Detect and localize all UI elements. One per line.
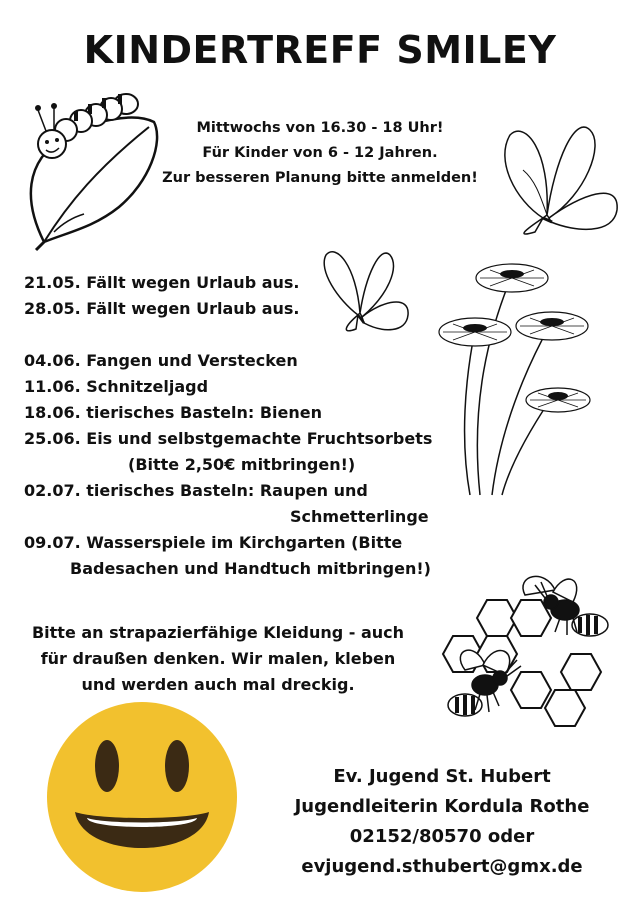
schedule-item: 25.06. Eis und selbstgemachte Fruchtsorbets [24,429,433,448]
schedule-item: 04.06. Fangen und Verstecken [24,351,298,370]
schedule-item-continuation: Badesachen und Handtuch mitbringen!) [70,559,431,578]
intro-line: Zur besseren Planung bitte anmelden! [162,170,478,186]
contact-block [262,762,622,882]
intro-text [150,116,490,191]
organization-name: Ev. Jugend St. Hubert [333,766,551,787]
schedule-item: 28.05. Fällt wegen Urlaub aus. [24,299,300,318]
bees-honeycomb-icon [425,570,630,745]
intro-line: Für Kinder von 6 - 12 Jahren. [202,145,438,161]
page-title: KINDERTREFF SMILEY [83,28,557,72]
notice-line: und werden auch mal dreckig. [81,675,355,694]
notice-line: für draußen denken. Wir malen, kleben [40,649,396,668]
contact-person: Jugendleiterin Kordula Rothe [294,796,590,817]
intro-line: Mittwochs von 16.30 - 18 Uhr! [196,120,444,136]
schedule-list [24,270,464,582]
email-address: evjugend.sthubert@gmx.de [301,856,583,877]
notice-line: Bitte an strapazierfähige Kleidung - auch [31,623,405,642]
schedule-item-continuation: (Bitte 2,50€ mitbringen!) [128,455,356,474]
smiley-face-icon [45,700,240,895]
schedule-item-continuation: Schmetterlinge [290,507,429,526]
notice-text [18,620,418,698]
schedule-item: 09.07. Wasserspiele im Kirchgarten (Bitte [24,533,403,552]
schedule-spacer [24,322,464,348]
schedule-item: 02.07. tierisches Basteln: Raupen und [24,481,368,500]
schedule-item: 18.06. tierisches Basteln: Bienen [24,403,322,422]
caterpillar-on-leaf-icon [14,82,164,252]
phone-number: 02152/80570 oder [349,826,535,847]
schedule-item: 11.06. Schnitzeljagd [24,377,209,396]
butterfly-icon [495,120,625,240]
schedule-item: 21.05. Fällt wegen Urlaub aus. [24,273,300,292]
